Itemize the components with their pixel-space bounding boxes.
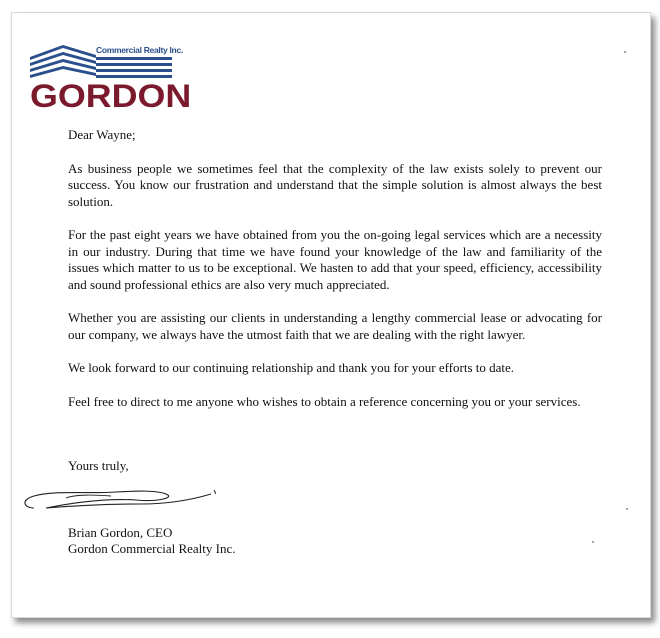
paragraph-1: As business people we sometimes feel that the complexity of the law exists solely to prevent our success. You know our frustration and understand that the simple solution is almost always the best solution. — [68, 160, 602, 209]
salutation: Dear Wayne; — [68, 127, 136, 142]
signer-name: Brian Gordon, CEO — [68, 525, 173, 540]
letter-body — [68, 127, 602, 427]
signer-company: Gordon Commercial Realty Inc. — [68, 541, 236, 556]
letter-page — [11, 12, 651, 618]
handwritten-signature — [16, 478, 216, 518]
paragraph-5: Feel free to direct to me anyone who wishes to obtain a reference concerning you or your services. — [68, 393, 581, 409]
paper-speck — [624, 51, 626, 53]
closing: Yours truly, — [68, 458, 129, 473]
paragraph-4: We look forward to our continuing relationship and thank you for your efforts to date. — [68, 360, 515, 375]
logo-brand-name: GORDON — [30, 78, 192, 114]
paper-speck — [626, 508, 628, 510]
paragraph-3: Whether you are assisting our clients in understanding a lengthy commercial lease or advocating for our company, we always have the utmost faith that we are dealing with the right lawyer. — [68, 310, 602, 342]
company-logo — [30, 43, 192, 118]
paragraph-2: For the past eight years we have obtained from you the on-going legal services which are a necessity in our industry. During that time we have found your knowledge of the law and familiarity of the issues which matter to us to be exceptional. We hasten to add that your speed, efficiency, accessibility and sound professional ethics are also very much appreciated. — [68, 227, 602, 292]
paper-speck — [592, 541, 594, 543]
logo-tagline: Commercial Realty Inc. — [96, 45, 183, 55]
signer-block — [68, 525, 236, 557]
